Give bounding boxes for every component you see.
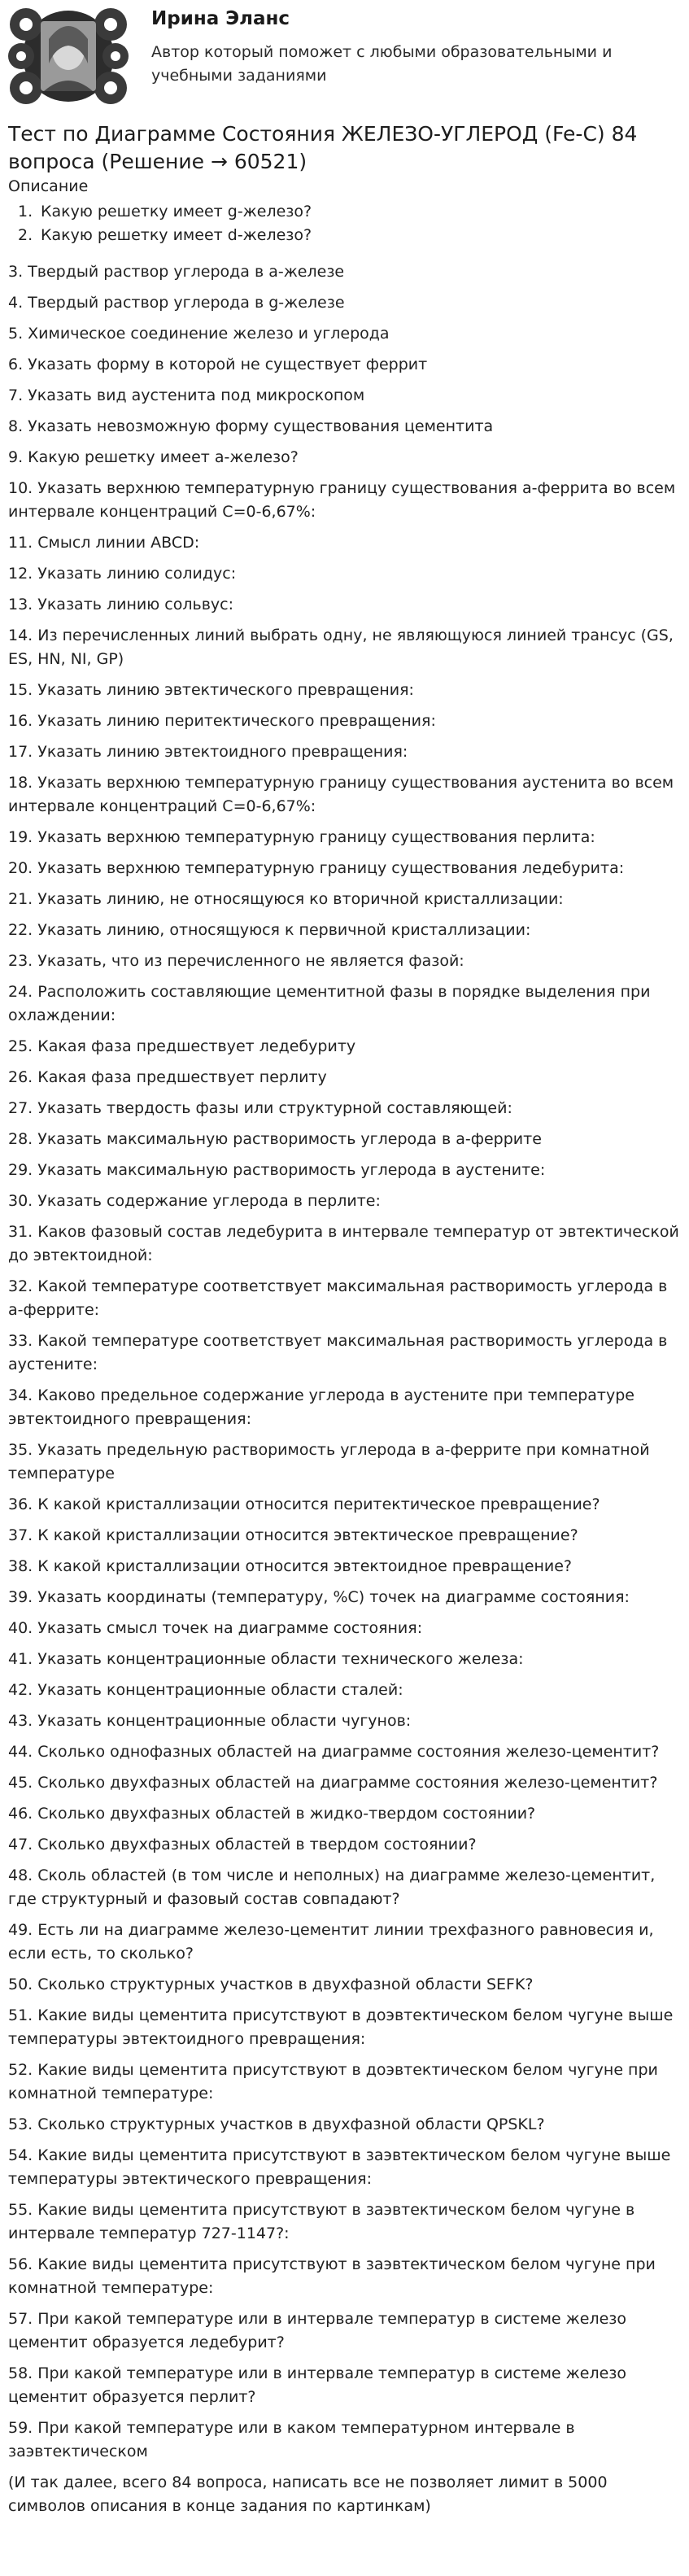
question-item: 55. Какие виды цементита присутствуют в заэвтектическом белом чугуне в интервале температур 727-1147?:: [8, 2201, 635, 2242]
intro-list-text: Какую решетку имеет g-железо?: [41, 203, 312, 220]
question-item: 50. Сколько структурных участков в двухфазной области SEFK?: [8, 1976, 534, 1993]
question-item: 7. Указать вид аустенита под микроскопом: [8, 386, 365, 404]
question-item: 35. Указать предельную растворимость углерода в a-феррите при комнатной температуре: [8, 1441, 650, 1482]
question-item: 13. Указать линию сольвус:: [8, 596, 234, 613]
question-item: 12. Указать линию солидус:: [8, 565, 237, 583]
question-item: 14. Из перечисленных линий выбрать одну, не являющуюся линией трансус (GS, ES, HN, NI, GP): [8, 627, 674, 668]
question-item: 33. Какой температуре соответствует максимальная растворимость углерода в аустените:: [8, 1332, 668, 1373]
question-item: 56. Какие виды цементита присутствуют в заэвтектическом белом чугуне при комнатной температуре:: [8, 2255, 656, 2297]
question-item: 15. Указать линию эвтектического превращения:: [8, 681, 414, 699]
question-item: 53. Сколько структурных участков в двухфазной области QPSKL?: [8, 2115, 545, 2133]
question-item: 24. Расположить составляющие цементитной фазы в порядке выделения при охлаждении:: [8, 983, 651, 1024]
question-item: 57. При какой температуре или в интервале температур в системе железо цементит образуется ледебурит?: [8, 2310, 627, 2351]
question-item: 41. Указать концентрационные области технического железа:: [8, 1650, 524, 1668]
author-name[interactable]: Ирина Эланс: [151, 8, 290, 29]
question-item: 52. Какие виды цементита присутствуют в доэвтектическом белом чугуне при комнатной температуре:: [8, 2061, 658, 2102]
question-item: 43. Указать концентрационные области чугунов:: [8, 1712, 412, 1730]
question-item: 40. Указать смысл точек на диаграмме состояния:: [8, 1619, 423, 1637]
question-item: 9. Какую решетку имеет a-железо?: [8, 448, 299, 466]
question-item: 28. Указать максимальную растворимость углерода в a-феррите: [8, 1130, 542, 1148]
question-item: 51. Какие виды цементита присутствуют в доэвтектическом белом чугуне выше температуры эвтектоидного превращения:: [8, 2006, 674, 2048]
description-label: Описание: [8, 177, 89, 195]
question-item: 58. При какой температуре или в интервале температур в системе железо цементит образуется перлит?: [8, 2364, 627, 2406]
question-item: 49. Есть ли на диаграмме железо-цементит линии трехфазного равновесия и, если есть, то сколько?: [8, 1921, 654, 1963]
question-item: 38. К какой кристаллизации относится эвтектоидное превращение?: [8, 1557, 573, 1575]
author-header: [0, 0, 689, 114]
question-item: 44. Сколько однофазных областей на диаграмме состояния железо-цементит?: [8, 1743, 660, 1761]
questions-list: [8, 260, 679, 2534]
question-item: 6. Указать форму в которой не существует феррит: [8, 356, 428, 373]
question-item: 42. Указать концентрационные области сталей:: [8, 1681, 403, 1699]
question-item: 19. Указать верхнюю температурную границу существования перлита:: [8, 828, 595, 846]
question-item: 5. Химическое соединение железо и углерода: [8, 325, 390, 343]
author-avatar[interactable]: [8, 7, 129, 106]
question-item: 32. Какой температуре соответствует максимальная растворимость углерода в a-феррите:: [8, 1277, 668, 1319]
question-item: 10. Указать верхнюю температурную границу существования a-феррита во всем интервале концентраций С=0-6,67%:: [8, 479, 676, 521]
question-item: 29. Указать максимальную растворимость углерода в аустените:: [8, 1161, 546, 1179]
avatar-film-frame-icon: [8, 7, 129, 106]
question-item: 25. Какая фаза предшествует ледебуриту: [8, 1037, 356, 1055]
question-item: 59. При какой температуре или в каком температурном интервале в заэвтектическом: [8, 2419, 575, 2460]
page-title: Тест по Диаграмме Состояния ЖЕЛЕЗО-УГЛЕРОД (Fe-C) 84 вопроса (Решение → 60521): [8, 122, 638, 173]
question-item: 48. Сколь областей (в том числе и неполных) на диаграмме железо-цементит, где структурный и фазовый состав совпадают?: [8, 1867, 656, 1908]
question-item: 46. Сколько двухфазных областей в жидко-твердом состоянии?: [8, 1805, 536, 1823]
question-item: 27. Указать твердость фазы или структурной составляющей:: [8, 1099, 512, 1117]
question-item: 39. Указать координаты (температуру, %С) точек на диаграмме состояния:: [8, 1588, 630, 1606]
question-item: 16. Указать линию перитектического превращения:: [8, 712, 436, 730]
question-item: 11. Смысл линии ABCD:: [8, 534, 200, 552]
question-item: 36. К какой кристаллизации относится перитектическое превращение?: [8, 1495, 600, 1513]
question-item: 26. Какая фаза предшествует перлиту: [8, 1068, 327, 1086]
footer-note: (И так далее, всего 84 вопроса, написать все не позволяет лимит в 5000 символов описания в конце задания по картинкам): [8, 2473, 608, 2515]
intro-list-text: Какую решетку имеет d-железо?: [41, 226, 312, 244]
intro-list-item: [8, 224, 659, 247]
question-item: 20. Указать верхнюю температурную границу существования ледебурита:: [8, 859, 625, 877]
question-item: 17. Указать линию эвтектоидного превращения:: [8, 743, 408, 761]
question-item: 8. Указать невозможную форму существования цементита: [8, 417, 494, 435]
question-item: 30. Указать содержание углерода в перлите:: [8, 1192, 381, 1210]
question-item: 37. К какой кристаллизации относится эвтектическое превращение?: [8, 1526, 578, 1544]
question-item: 54. Какие виды цементита присутствуют в заэвтектическом белом чугуне выше температуры эвтектического превращения:: [8, 2146, 671, 2188]
question-item: 21. Указать линию, не относящуюся ко вторичной кристаллизации:: [8, 890, 564, 908]
intro-list-item: [8, 200, 659, 224]
question-item: 34. Каково предельное содержание углерода в аустените при температуре эвтектоидного превращения:: [8, 1386, 634, 1428]
question-item: 23. Указать, что из перечисленного не является фазой:: [8, 952, 464, 970]
question-item: 18. Указать верхнюю температурную границу существования аустенита во всем интервале концентраций С=0-6,67%:: [8, 774, 674, 815]
intro-list-number: 1.: [18, 203, 33, 220]
intro-list-number: 2.: [18, 226, 33, 244]
question-item: 4. Твердый раствор углерода в g-железе: [8, 294, 345, 312]
intro-list: [8, 200, 659, 247]
question-item: 22. Указать линию, относящуюся к первичной кристаллизации:: [8, 921, 531, 939]
question-item: 31. Каков фазовый состав ледебурита в интервале температур от эвтектической до эвтектоидной:: [8, 1223, 679, 1264]
author-description: Автор который поможет с любыми образовательными и учебными заданиями: [151, 43, 613, 85]
question-item: 45. Сколько двухфазных областей на диаграмме состояния железо-цементит?: [8, 1774, 658, 1792]
question-item: 47. Сколько двухфазных областей в твердом состоянии?: [8, 1836, 477, 1853]
question-item: 3. Твердый раствор углерода в a-железе: [8, 263, 345, 281]
